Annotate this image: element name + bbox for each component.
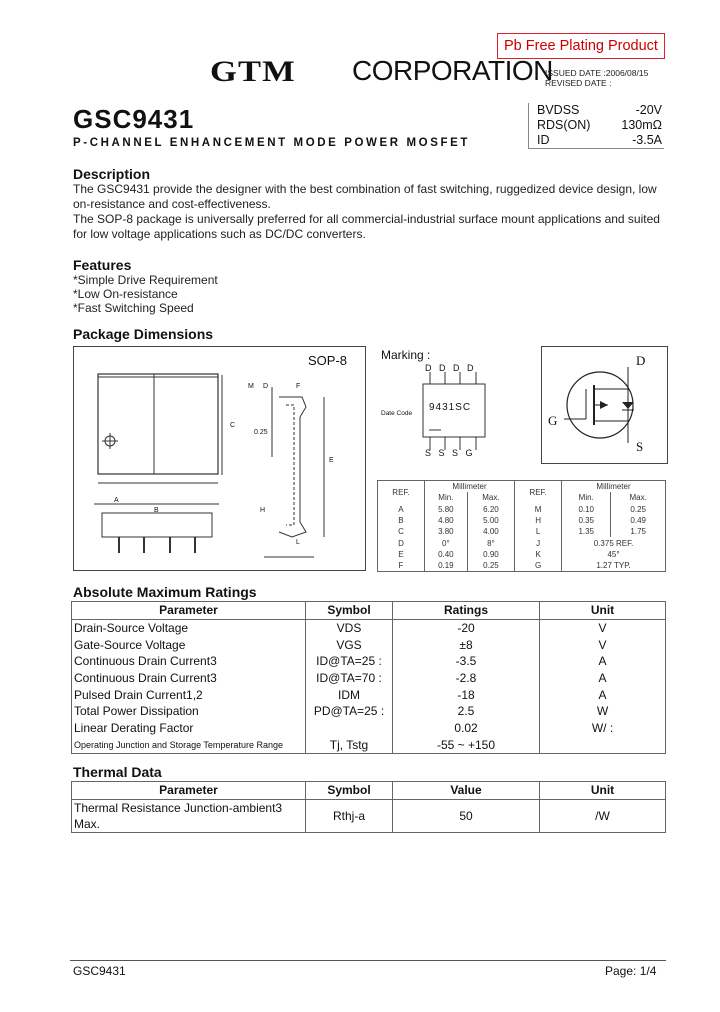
device-subtitle: P-CHANNEL ENHANCEMENT MODE POWER MOSFET bbox=[73, 137, 470, 149]
package-drawing bbox=[73, 346, 366, 571]
dim-header-ref2: REF. bbox=[515, 481, 562, 504]
description-p1: The GSC9431 provide the designer with the best combination of fast switching, ruggedized device design, low on-resistance and cost-effectiveness. bbox=[73, 182, 657, 211]
table-row: B 4.80 5.00 H 0.35 0.49 bbox=[378, 515, 666, 526]
thermal-heading: Thermal Data bbox=[73, 764, 162, 780]
table-row: E 0.40 0.90 K 45° bbox=[378, 549, 666, 560]
pb-free-badge: Pb Free Plating Product bbox=[497, 33, 665, 59]
param-row: ID -3.5A bbox=[537, 133, 662, 147]
table-row: C 3.80 4.00 L 1.35 1.75 bbox=[378, 526, 666, 537]
table-row: Continuous Drain Current3 ID@TA=70 : -2.8 A bbox=[72, 670, 666, 687]
schematic-gate: G bbox=[548, 413, 558, 428]
company-logo: GTM bbox=[210, 55, 296, 88]
feature-item: *Simple Drive Requirement bbox=[73, 273, 218, 287]
dim-label-ref: 0.25 bbox=[254, 429, 268, 436]
description-heading: Description bbox=[73, 166, 151, 182]
thermal-table: Parameter Symbol Value Unit Thermal Resistance Junction-ambient3 Max. Rthj-a 50 /W bbox=[71, 781, 666, 833]
company-name: CORPORATION bbox=[352, 55, 553, 86]
mosfet-schematic bbox=[541, 346, 668, 464]
footer-part: GSC9431 bbox=[73, 964, 126, 978]
dim-label-d: D bbox=[263, 383, 269, 390]
issue-dates bbox=[545, 68, 648, 88]
table-row: Pulsed Drain Current1,2 IDM -18 A bbox=[72, 686, 666, 703]
dim-label-b: B bbox=[154, 507, 159, 514]
dimension-table: REF. Millimeter REF. Millimeter Min. Max. Min. Max. A 5.80 6.20 M 0.10 0.25 B 4.80 5.00 H 0.35 0.49 C 3.80 4.00 L 1.35 1.75 D 0° 8° J 0.375 REF. E 0.40 0.90 K 45° F 0.19 0.25 G 1.27 TYP. bbox=[377, 480, 666, 572]
dim-header-mm: Millimeter bbox=[424, 481, 514, 493]
table-row: Total Power Dissipation PD@TA=25 : 2.5 W bbox=[72, 703, 666, 720]
features-list bbox=[73, 273, 218, 315]
part-number: GSC9431 bbox=[73, 104, 195, 134]
marking-label: Marking : bbox=[381, 348, 431, 362]
key-parameters bbox=[528, 103, 664, 149]
dim-header-ref: REF. bbox=[378, 481, 425, 504]
dim-label-f: F bbox=[296, 383, 301, 390]
table-row: Drain-Source Voltage VDS -20 V bbox=[72, 619, 666, 636]
abs-max-table: Parameter Symbol Ratings Unit Drain-Source Voltage VDS -20 V Gate-Source Voltage VGS ±8 V Continuous Drain Current3 ID@TA=25 : -3.5 A Continuous Drain Current3 ID@TA=70 : -2.8 A Pulsed Drain Current1,2 IDM -18 A Total Power Dissipation PD@TA=25 : 2.5 W Linear Derating Factor 0.02 W/ : Operating Junction and Storage Temperature Range Tj, Tstg -55 ~ +150 bbox=[71, 601, 666, 754]
description-p2: The SOP-8 package is universally preferred for all commercial-industrial surface mount applications and suited for low voltage applications such as DC/DC converters. bbox=[73, 212, 660, 241]
schematic-source: S bbox=[636, 439, 644, 454]
feature-item: *Fast Switching Speed bbox=[73, 301, 194, 315]
package-outline-drawing bbox=[74, 347, 365, 570]
marking-diagram bbox=[381, 362, 521, 462]
marking-pins-bottom: SSSG bbox=[425, 448, 481, 458]
sop-label: SOP-8 bbox=[308, 353, 348, 368]
mosfet-symbol bbox=[542, 347, 667, 463]
marking-pins-top: DDDD bbox=[425, 363, 481, 373]
abs-max-heading: Absolute Maximum Ratings bbox=[73, 584, 257, 600]
dim-label-a: A bbox=[114, 497, 119, 504]
revised-date: REVISED DATE : bbox=[545, 78, 612, 88]
description-text bbox=[73, 182, 668, 242]
param-row: BVDSS -20V bbox=[537, 103, 662, 117]
feature-item: *Low On-resistance bbox=[73, 287, 178, 301]
dim-label-m: M bbox=[248, 383, 254, 390]
issued-date: ISSUED DATE :2006/08/15 bbox=[545, 68, 649, 78]
dim-label-e: E bbox=[329, 457, 334, 464]
footer-page: Page: 1/4 bbox=[605, 964, 657, 978]
table-row: Thermal Resistance Junction-ambient3 Max. Rthj-a 50 /W bbox=[72, 799, 666, 832]
dim-label-h: H bbox=[260, 507, 266, 514]
footer-divider bbox=[70, 960, 666, 961]
schematic-drain: D bbox=[636, 353, 646, 368]
features-heading: Features bbox=[73, 257, 132, 273]
package-heading: Package Dimensions bbox=[73, 326, 214, 342]
table-row: Gate-Source Voltage VGS ±8 V bbox=[72, 636, 666, 653]
marking-code: 9431SC bbox=[429, 402, 472, 413]
table-row: Continuous Drain Current3 ID@TA=25 : -3.5 A bbox=[72, 653, 666, 670]
table-row: Linear Derating Factor 0.02 W/ : bbox=[72, 720, 666, 737]
dim-header-mm2: Millimeter bbox=[562, 481, 666, 493]
table-row: F 0.19 0.25 G 1.27 TYP. bbox=[378, 560, 666, 572]
param-row: RDS(ON) 130mΩ bbox=[537, 118, 662, 132]
date-code-label: Date Code bbox=[381, 410, 413, 417]
table-row: Operating Junction and Storage Temperature Range Tj, Tstg -55 ~ +150 bbox=[72, 737, 666, 754]
table-row: D 0° 8° J 0.375 REF. bbox=[378, 537, 666, 548]
dim-label-c: C bbox=[230, 422, 236, 429]
table-row: A 5.80 6.20 M 0.10 0.25 bbox=[378, 504, 666, 515]
dim-label-l: L bbox=[296, 539, 300, 546]
